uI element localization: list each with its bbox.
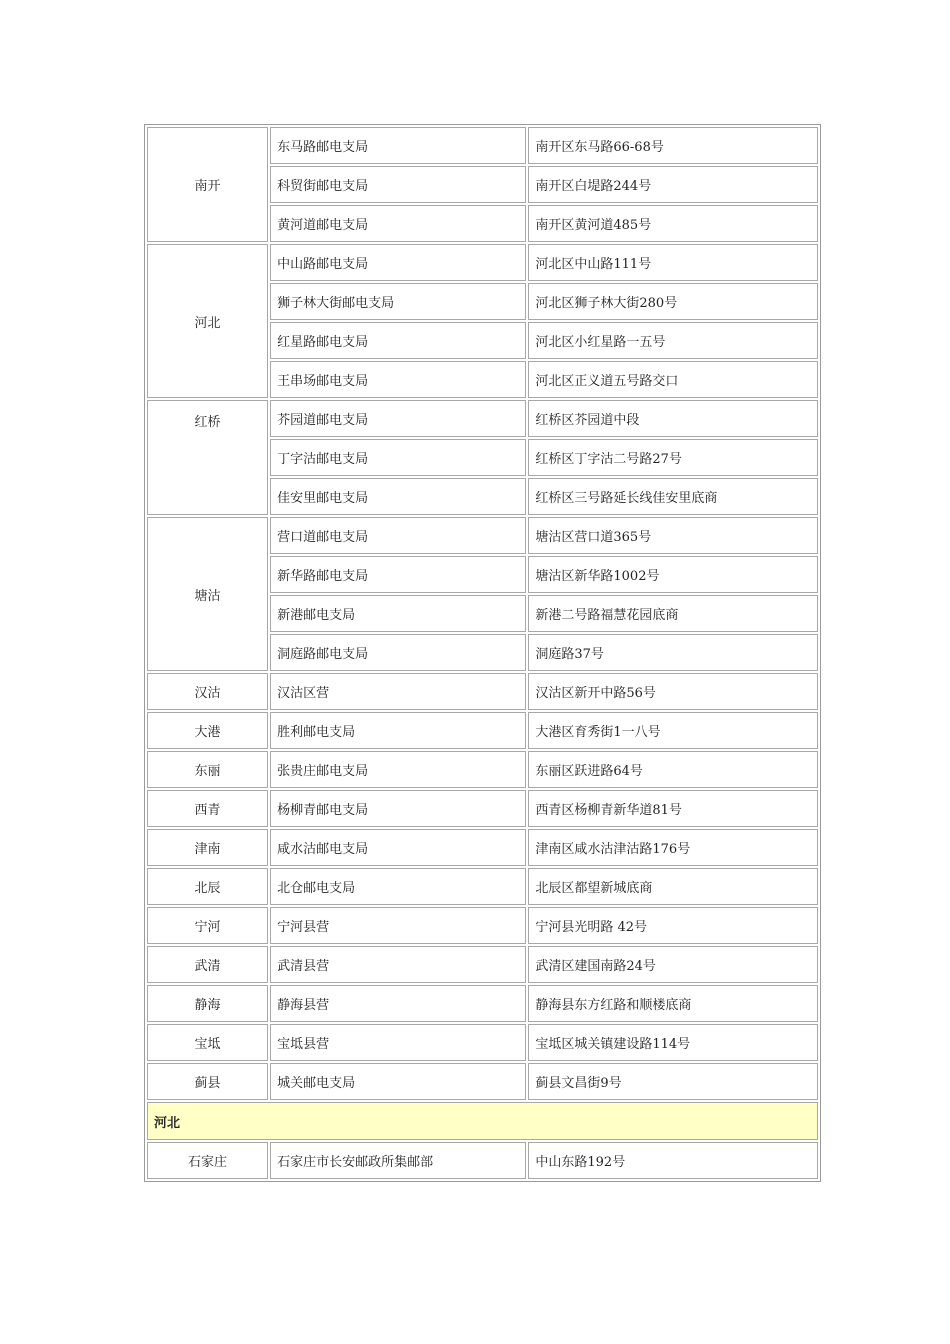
table-row <box>147 829 818 866</box>
address-cell: 洞庭路37号 <box>528 634 818 671</box>
office-cell: 咸水沽邮电支局 <box>270 829 526 866</box>
address-cell: 红桥区三号路延长线佳安里底商 <box>528 478 818 515</box>
office-cell: 宝坻县营 <box>270 1024 526 1061</box>
office-cell: 新华路邮电支局 <box>270 556 526 593</box>
office-cell: 营口道邮电支局 <box>270 517 526 554</box>
district-cell: 汉沽 <box>147 673 268 710</box>
office-cell: 洞庭路邮电支局 <box>270 634 526 671</box>
district-cell: 北辰 <box>147 868 268 905</box>
office-cell: 东马路邮电支局 <box>270 127 526 164</box>
address-cell: 中山东路192号 <box>528 1142 818 1179</box>
office-cell: 静海县营 <box>270 985 526 1022</box>
address-cell: 南开区白堤路244号 <box>528 166 818 203</box>
address-cell: 红桥区芥园道中段 <box>528 400 818 437</box>
district-cell: 宁河 <box>147 907 268 944</box>
office-cell: 科贸街邮电支局 <box>270 166 526 203</box>
table-row <box>147 127 818 164</box>
district-cell: 塘沽 <box>147 517 268 671</box>
table-body <box>147 127 818 1179</box>
address-cell: 河北区狮子林大街280号 <box>528 283 818 320</box>
table-row <box>147 517 818 554</box>
table-row <box>147 1063 818 1100</box>
office-cell: 中山路邮电支局 <box>270 244 526 281</box>
district-cell: 南开 <box>147 127 268 242</box>
address-cell: 新港二号路福慧花园底商 <box>528 595 818 632</box>
district-cell: 蓟县 <box>147 1063 268 1100</box>
district-cell: 东丽 <box>147 751 268 788</box>
address-cell: 蓟县文昌街9号 <box>528 1063 818 1100</box>
table-row <box>147 751 818 788</box>
table-row <box>147 1142 818 1179</box>
address-cell: 静海县东方红路和顺楼底商 <box>528 985 818 1022</box>
office-cell: 张贵庄邮电支局 <box>270 751 526 788</box>
office-cell: 新港邮电支局 <box>270 595 526 632</box>
table-row <box>147 907 818 944</box>
district-cell: 石家庄 <box>147 1142 268 1179</box>
address-cell: 塘沽区营口道365号 <box>528 517 818 554</box>
section-header: 河北 <box>147 1102 818 1140</box>
office-cell: 武清县营 <box>270 946 526 983</box>
district-cell: 宝坻 <box>147 1024 268 1061</box>
table-row <box>147 985 818 1022</box>
address-cell: 东丽区跃进路64号 <box>528 751 818 788</box>
office-cell: 杨柳青邮电支局 <box>270 790 526 827</box>
district-cell: 西青 <box>147 790 268 827</box>
office-cell: 丁字沽邮电支局 <box>270 439 526 476</box>
office-cell: 狮子林大街邮电支局 <box>270 283 526 320</box>
office-cell: 石家庄市长安邮政所集邮部 <box>270 1142 526 1179</box>
address-cell: 北辰区都望新城底商 <box>528 868 818 905</box>
address-cell: 宁河县光明路 42号 <box>528 907 818 944</box>
office-cell: 红星路邮电支局 <box>270 322 526 359</box>
address-cell: 津南区咸水沽津沽路176号 <box>528 829 818 866</box>
table-row <box>147 1024 818 1061</box>
table-row <box>147 946 818 983</box>
office-cell: 黄河道邮电支局 <box>270 205 526 242</box>
section-header-row <box>147 1102 818 1140</box>
address-cell: 南开区黄河道485号 <box>528 205 818 242</box>
address-cell: 河北区小红星路一五号 <box>528 322 818 359</box>
address-cell: 武清区建国南路24号 <box>528 946 818 983</box>
office-cell: 汉沽区营 <box>270 673 526 710</box>
address-cell: 宝坻区城关镇建设路114号 <box>528 1024 818 1061</box>
district-cell: 大港 <box>147 712 268 749</box>
table-row <box>147 790 818 827</box>
office-cell: 胜利邮电支局 <box>270 712 526 749</box>
table-row <box>147 673 818 710</box>
table-row <box>147 868 818 905</box>
district-cell: 静海 <box>147 985 268 1022</box>
table-row <box>147 712 818 749</box>
address-cell: 西青区杨柳青新华道81号 <box>528 790 818 827</box>
office-cell: 城关邮电支局 <box>270 1063 526 1100</box>
table-row <box>147 400 818 437</box>
district-cell: 红桥 <box>147 400 268 515</box>
office-cell: 北仓邮电支局 <box>270 868 526 905</box>
address-cell: 大港区育秀街1一八号 <box>528 712 818 749</box>
address-cell: 河北区正义道五号路交口 <box>528 361 818 398</box>
office-cell: 佳安里邮电支局 <box>270 478 526 515</box>
address-cell: 汉沽区新开中路56号 <box>528 673 818 710</box>
office-cell: 王串场邮电支局 <box>270 361 526 398</box>
office-cell: 芥园道邮电支局 <box>270 400 526 437</box>
district-cell: 津南 <box>147 829 268 866</box>
district-cell: 河北 <box>147 244 268 398</box>
table-row <box>147 244 818 281</box>
address-cell: 河北区中山路111号 <box>528 244 818 281</box>
district-cell: 武清 <box>147 946 268 983</box>
address-cell: 红桥区丁字沽二号路27号 <box>528 439 818 476</box>
address-cell: 塘沽区新华路1002号 <box>528 556 818 593</box>
address-cell: 南开区东马路66-68号 <box>528 127 818 164</box>
office-cell: 宁河县营 <box>270 907 526 944</box>
post-office-table <box>144 124 821 1182</box>
